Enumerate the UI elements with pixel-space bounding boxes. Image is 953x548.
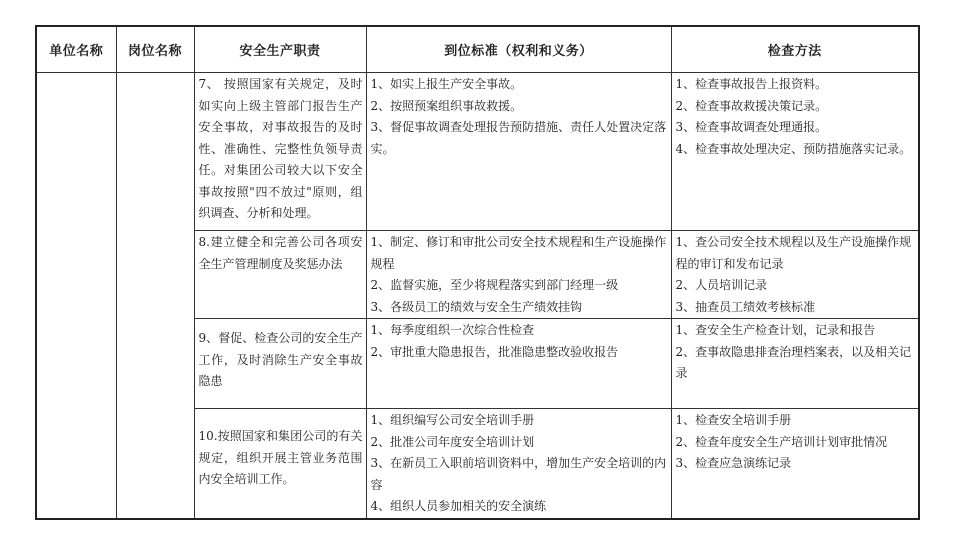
header-unit-name: 单位名称 — [36, 26, 116, 73]
standard-item: 3、督促事故调查处理报告预防措施、责任人处置决定落实。 — [370, 120, 667, 156]
standard-item: 2、批准公司年度安全培训计划 — [370, 434, 535, 449]
standard-item: 3、各级员工的绩效与安全生产绩效挂钩 — [370, 299, 583, 314]
responsibility-text: 7、 按照国家有关规定，及时如实向上级主管部门报告生产安全事故，对事故报告的及时性、准确性、完整性负领导责任。对集团公司较大以下安全事故按照"四不放过"原则，组织调查、分析和处理。 — [198, 77, 363, 220]
responsibility-cell — [194, 409, 366, 519]
standard-item: 1、每季度组织一次综合性检查 — [370, 323, 535, 337]
method-item: 2、检查事故救援决策记录。 — [675, 98, 828, 113]
method-item: 2、检查年度安全生产培训计划审批情况 — [675, 434, 888, 449]
table-row — [36, 73, 919, 231]
header-check-method: 检查方法 — [671, 26, 919, 73]
responsibility-cell — [194, 231, 366, 319]
method-item: 3、抽查员工绩效考核标准 — [675, 299, 816, 314]
header-row — [36, 26, 919, 73]
standard-item: 2、按照预案组织事故救援。 — [370, 98, 523, 113]
method-cell — [671, 231, 919, 319]
method-item: 2、查事故隐患排查治理档案表，以及相关记录 — [675, 344, 912, 380]
standard-cell — [366, 73, 671, 231]
method-item: 4、检查事故处理决定、预防措施落实记录。 — [675, 141, 912, 156]
method-item: 3、检查事故调查处理通报。 — [675, 120, 828, 134]
position-name-cell — [116, 73, 194, 519]
method-item: 3、检查应急演练记录 — [675, 456, 792, 470]
standard-item: 2、监督实施，至少将规程落实到部门经理一级 — [370, 278, 619, 292]
responsibility-text: 10.按照国家和集团公司的有关规定，组织开展主管业务范围内安全培训工作。 — [198, 429, 363, 486]
method-item: 2、人员培训记录 — [675, 278, 768, 292]
responsibility-cell — [194, 319, 366, 409]
header-standard: 到位标准（权利和义务） — [366, 26, 671, 73]
unit-name-cell — [36, 73, 116, 519]
header-position-name: 岗位名称 — [116, 26, 194, 73]
standard-item: 3、在新员工入职前培训资料中，增加生产安全培训的内容 — [370, 456, 667, 492]
method-cell — [671, 319, 919, 409]
method-item: 1、检查事故报告上报资料。 — [675, 77, 828, 91]
standard-cell — [366, 409, 671, 519]
standard-item: 1、组织编写公司安全培训手册 — [370, 413, 535, 427]
standard-item: 4、组织人员参加相关的安全演练 — [370, 499, 547, 513]
responsibility-table — [35, 25, 920, 520]
standard-cell — [366, 319, 671, 409]
method-item: 1、查公司安全技术规程以及生产设施操作规程的审订和发布记录 — [675, 235, 912, 271]
standard-item: 1、制定、修订和审批公司安全技术规程和生产设施操作规程 — [370, 235, 667, 271]
standard-item: 1、如实上报生产安全事故。 — [370, 77, 523, 91]
responsibility-text: 9、督促、检查公司的安全生产工作，及时消除生产安全事故隐患 — [198, 331, 363, 388]
responsibility-cell — [194, 73, 366, 231]
method-item: 1、查安全生产检查计划，记录和报告 — [675, 323, 876, 337]
header-safety-responsibility: 安全生产职责 — [194, 26, 366, 73]
responsibility-text: 8.建立健全和完善公司各项安全生产管理制度及奖惩办法 — [198, 235, 363, 271]
method-cell — [671, 73, 919, 231]
method-cell — [671, 409, 919, 519]
method-item: 1、检查安全培训手册 — [675, 413, 792, 427]
standard-cell — [366, 231, 671, 319]
standard-item: 2、审批重大隐患报告，批准隐患整改验收报告 — [370, 344, 619, 359]
